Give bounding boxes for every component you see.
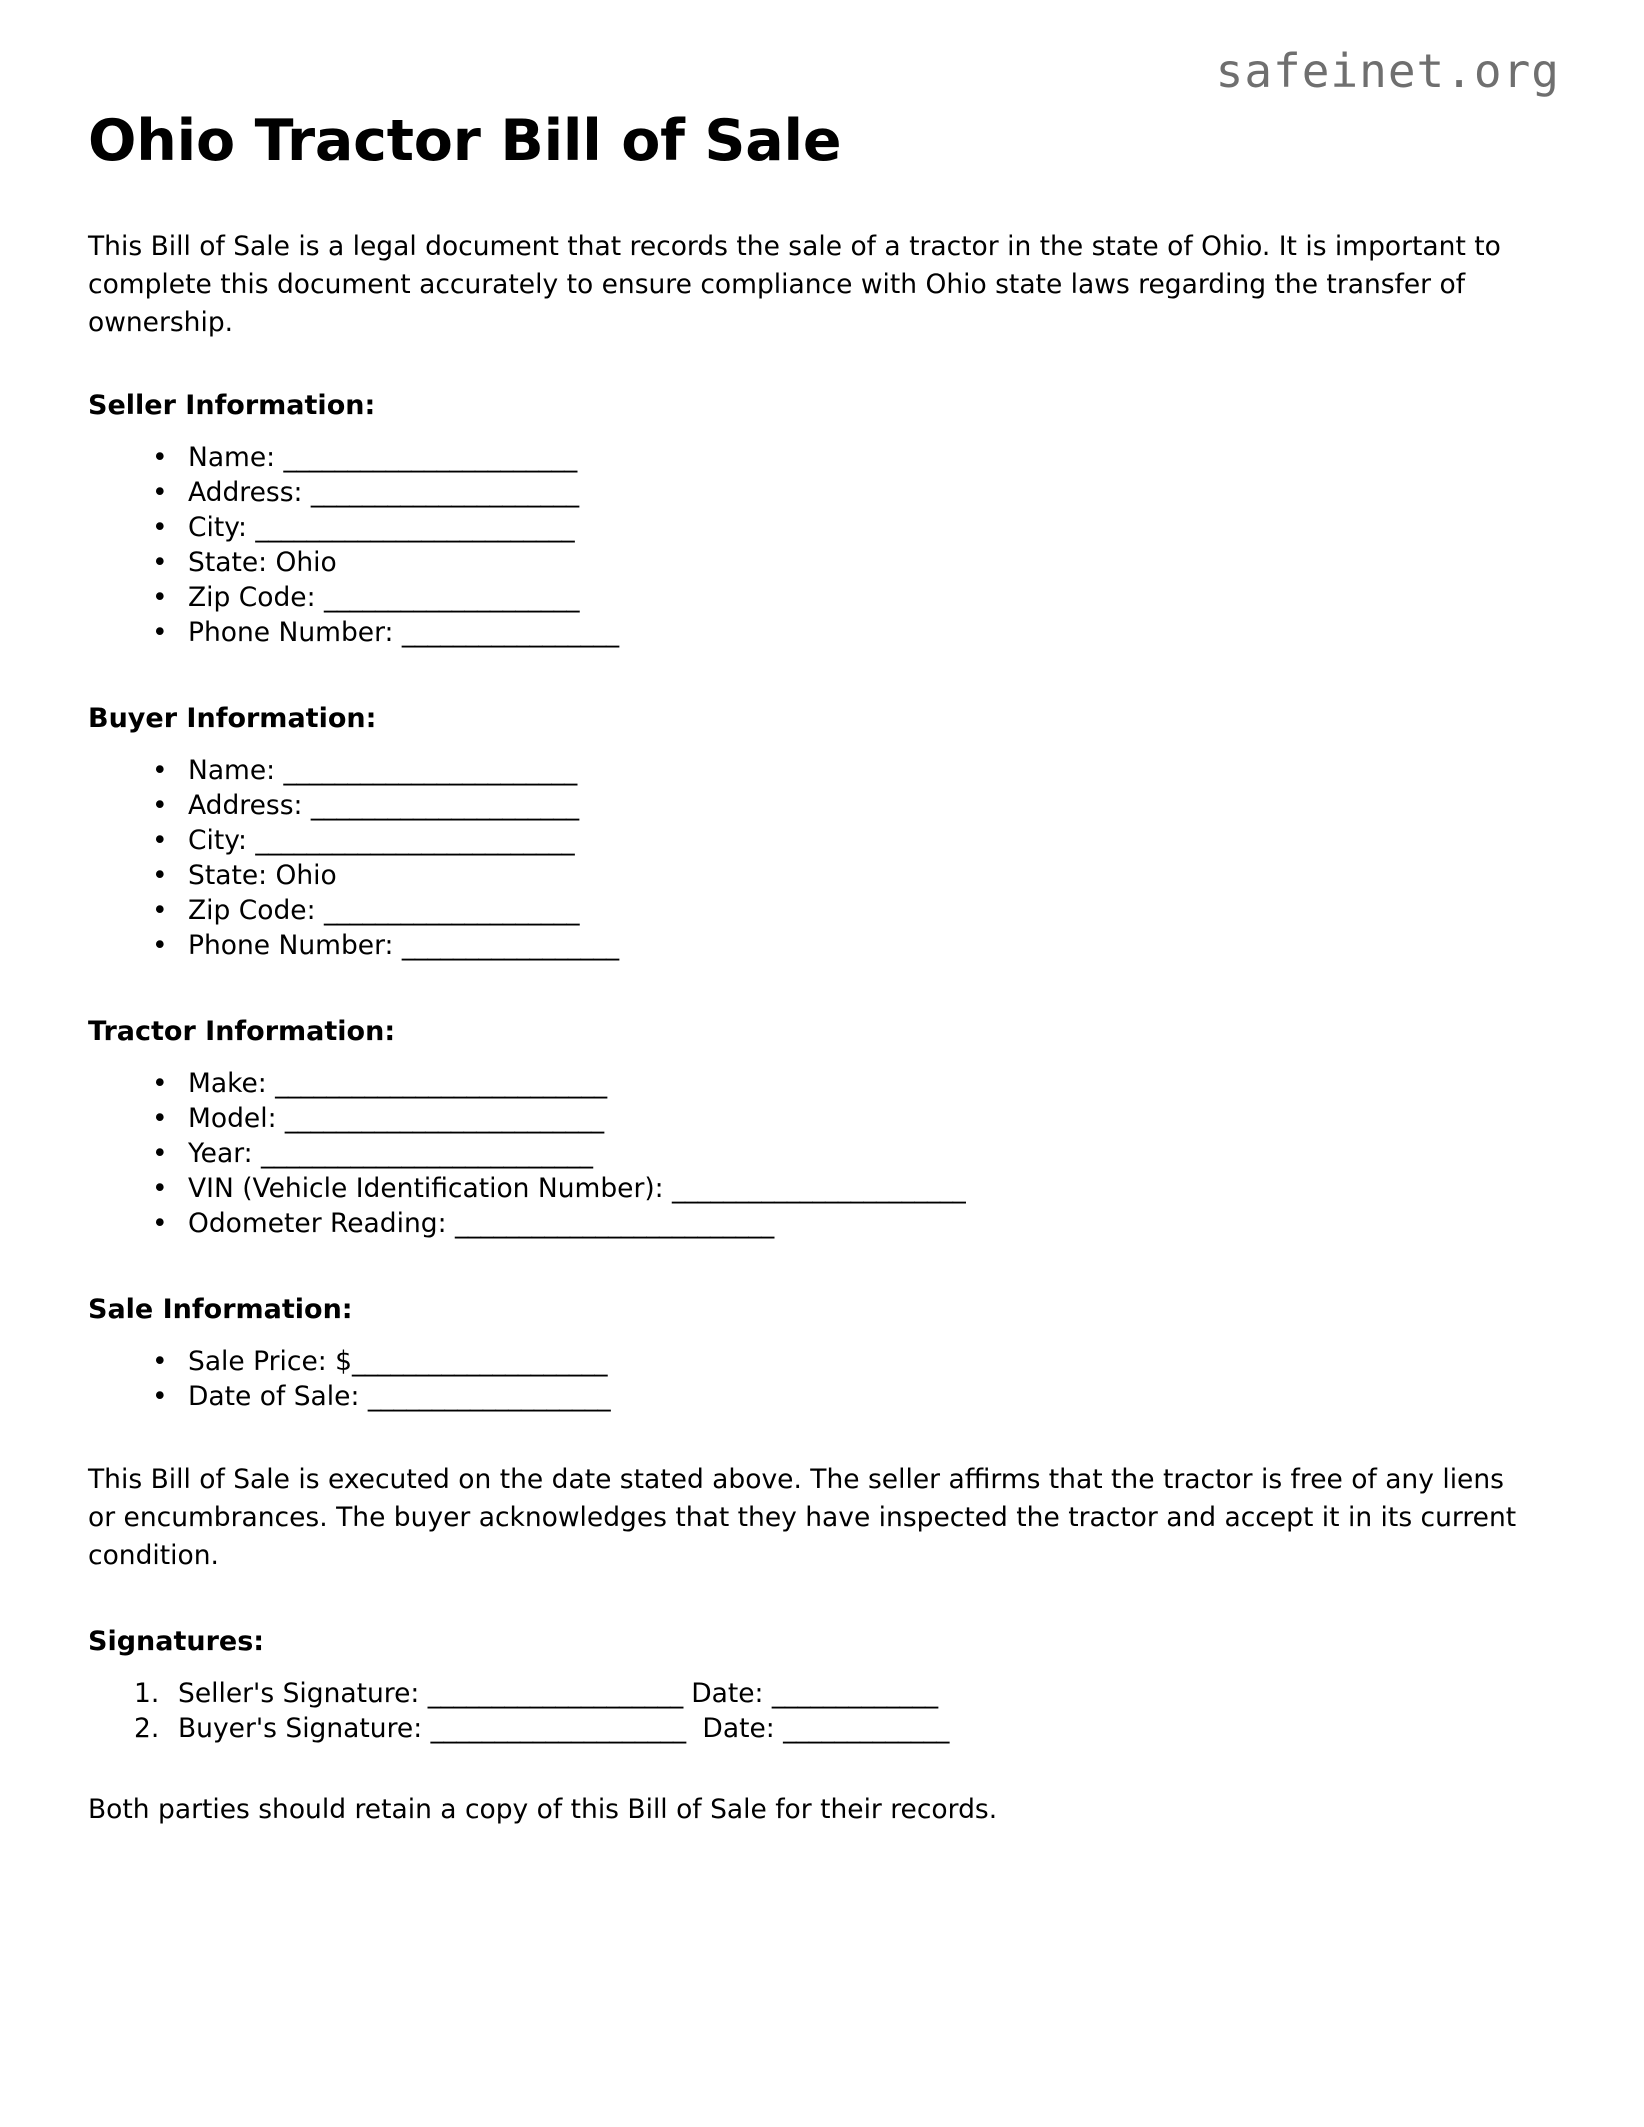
list-item [188, 546, 1556, 581]
field-label: Odometer Reading: [188, 1208, 455, 1240]
signature-list [88, 1677, 1556, 1747]
field-blank-line[interactable]: _________________________ [454, 1208, 774, 1240]
list-item [188, 1102, 1556, 1137]
signature-blank-line[interactable]: ____________________ [427, 1677, 683, 1709]
intro-paragraph: This Bill of Sale is a legal document that records the sale of a tractor in the state of Ohio. It is important to complete this document accurately to ensure compliance with Ohio state laws regarding the transfer of ownership. [88, 230, 1501, 339]
list-item [188, 476, 1556, 511]
signature-blank-line[interactable]: ____________________ [430, 1712, 686, 1744]
list-item [188, 894, 1556, 929]
field-blank-line[interactable]: ____________________ [323, 582, 579, 614]
field-label: City: [188, 825, 256, 857]
sale-field-list [88, 1345, 1556, 1415]
list-item [188, 441, 1556, 476]
field-label: Address: [188, 790, 311, 822]
signature-label: Seller's Signature: [178, 1677, 428, 1709]
field-label: Make: [188, 1068, 276, 1100]
list-item [188, 789, 1556, 824]
field-label: Year: [188, 1138, 261, 1170]
date-blank-line[interactable]: _____________ [783, 1712, 949, 1744]
field-blank-line[interactable]: _______________________ [672, 1173, 966, 1205]
section-heading-sale: Sale Information: [88, 1294, 353, 1326]
list-item [188, 1067, 1556, 1102]
site-watermark: safeinet.org [1215, 44, 1560, 98]
list-item [188, 824, 1556, 859]
field-label: Address: [188, 477, 311, 509]
list-item [188, 511, 1556, 546]
list-item [188, 1380, 1556, 1415]
field-blank-line[interactable]: _________________ [401, 617, 619, 649]
list-item [188, 1172, 1556, 1207]
field-label: State: Ohio [188, 547, 337, 579]
field-blank-line[interactable]: _____________________ [310, 477, 579, 509]
field-label: Phone Number: [188, 617, 402, 649]
field-blank-line[interactable]: __________________________ [275, 1068, 607, 1100]
field-blank-line[interactable]: __________________________ [261, 1138, 593, 1170]
field-blank-line[interactable]: _____________________ [310, 790, 579, 822]
field-label: Sale Price: $ [188, 1346, 353, 1378]
field-label: Model: [188, 1103, 285, 1135]
list-item [188, 1345, 1556, 1380]
field-label: Zip Code: [188, 582, 324, 614]
field-label: Date of Sale: [188, 1381, 368, 1413]
field-blank-line[interactable]: _______________________ [283, 755, 577, 787]
field-label: Zip Code: [188, 895, 324, 927]
list-item [188, 581, 1556, 616]
list-item [188, 929, 1556, 964]
buyer-field-list [88, 754, 1556, 964]
list-item [188, 1207, 1556, 1242]
date-label: Date: [682, 1677, 772, 1709]
field-blank-line[interactable]: _________________________ [255, 825, 575, 857]
list-item [178, 1677, 1556, 1712]
page-title: Ohio Tractor Bill of Sale [88, 108, 842, 174]
execution-paragraph: This Bill of Sale is executed on the date stated above. The seller affirms that the tractor is free of any liens or encumbrances. The buyer acknowledges that they have inspected the tractor and accept it in its current condition. [88, 1464, 1517, 1572]
field-blank-line[interactable]: _________________ [401, 930, 619, 962]
field-blank-line[interactable]: _________________________ [284, 1103, 604, 1135]
field-label: VIN (Vehicle Identification Number): [188, 1173, 673, 1205]
field-label: Name: [188, 755, 284, 787]
list-item [178, 1712, 1556, 1747]
field-blank-line[interactable]: ____________________ [323, 895, 579, 927]
list-item [188, 616, 1556, 651]
field-label: City: [188, 512, 256, 544]
list-item [188, 859, 1556, 894]
field-label: State: Ohio [188, 860, 337, 892]
field-blank-line[interactable]: _________________________ [255, 512, 575, 544]
signature-label: Buyer's Signature: [178, 1712, 431, 1744]
retain-paragraph: Both parties should retain a copy of this Bill of Sale for their records. [88, 1793, 998, 1825]
list-item [188, 1137, 1556, 1172]
date-blank-line[interactable]: _____________ [771, 1677, 938, 1709]
field-blank-line[interactable]: ____________________ [352, 1346, 608, 1378]
section-heading-tractor: Tractor Information: [88, 1016, 396, 1048]
seller-field-list [88, 441, 1556, 651]
date-label: Date: [685, 1712, 784, 1744]
tractor-field-list [88, 1067, 1556, 1242]
section-heading-buyer: Buyer Information: [88, 703, 377, 735]
field-label: Phone Number: [188, 930, 402, 962]
field-label: Name: [188, 442, 284, 474]
list-item [188, 754, 1556, 789]
section-heading-signatures: Signatures: [88, 1625, 265, 1657]
section-heading-seller: Seller Information: [88, 390, 376, 422]
field-blank-line[interactable]: ___________________ [367, 1381, 611, 1413]
field-blank-line[interactable]: _______________________ [283, 442, 577, 474]
